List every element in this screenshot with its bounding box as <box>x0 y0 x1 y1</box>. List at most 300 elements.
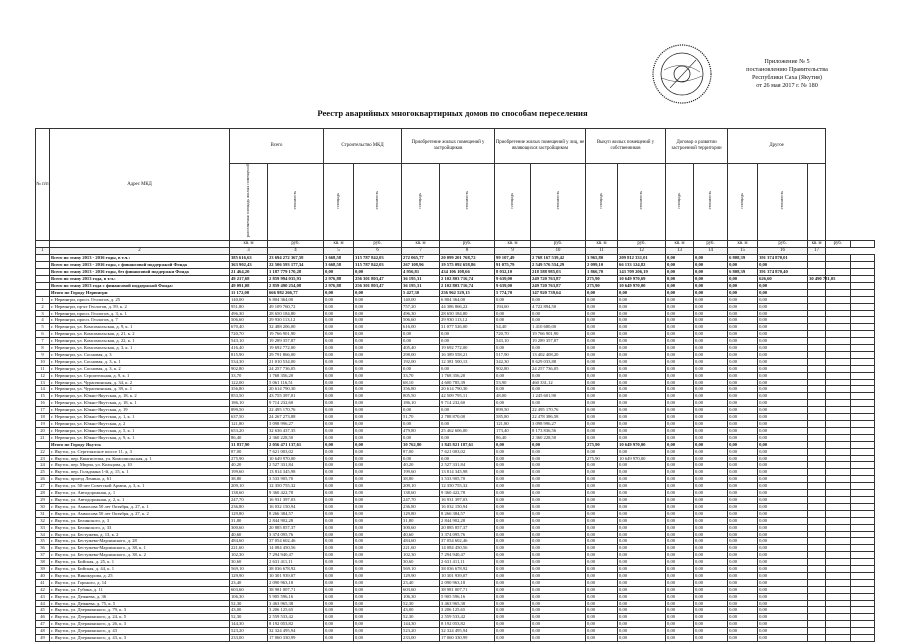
row-number: 3 <box>36 310 50 317</box>
value-cell: 0,00 <box>495 476 531 483</box>
value-cell: 0,00 <box>758 552 808 559</box>
value-cell <box>808 365 826 372</box>
value-cell: 0,00 <box>354 572 402 579</box>
value-cell: 0,00 <box>694 434 728 441</box>
value-cell: 0,00 <box>495 517 531 524</box>
value-cell: 506,60 <box>230 317 268 324</box>
unit-cell: кв. м <box>586 241 618 248</box>
value-cell <box>850 531 874 538</box>
row-number: 42 <box>36 586 50 593</box>
value-cell: 902,80 <box>230 365 268 372</box>
value-cell: 0,00 <box>758 262 808 269</box>
value-cell: 0,00 <box>728 566 758 573</box>
row-number: 12 <box>36 372 50 379</box>
value-cell: 0,00 <box>324 296 354 303</box>
table-row <box>36 358 875 365</box>
value-cell: 0,00 <box>618 510 666 517</box>
value-cell <box>850 338 874 345</box>
value-cell: 0,00 <box>666 483 694 490</box>
value-cell: 38 036 678,92 <box>440 566 495 573</box>
value-cell: 24 257 736,05 <box>531 365 586 372</box>
value-cell: 199,60 <box>230 469 268 476</box>
value-cell: 87,00 <box>230 448 268 455</box>
row-number: 15 <box>36 393 50 400</box>
value-cell: 20 614 790,30 <box>268 386 324 393</box>
table-row <box>36 628 875 635</box>
value-cell: 0,00 <box>402 331 440 338</box>
value-cell: 247,70 <box>402 496 440 503</box>
value-cell: 2 788 870,00 <box>440 414 495 421</box>
value-cell <box>826 269 850 276</box>
value-cell <box>826 455 850 462</box>
subheader-cell <box>402 164 440 241</box>
value-cell: 0,00 <box>618 365 666 372</box>
value-cell: 0,00 <box>618 572 666 579</box>
value-cell: 0,00 <box>531 469 586 476</box>
value-cell <box>826 469 850 476</box>
value-cell: 0,00 <box>728 607 758 614</box>
value-cell: 0,00 <box>495 496 531 503</box>
value-cell: 0,00 <box>694 365 728 372</box>
row-address: г. Якутск, пер. Гольдмана 1-й, д. 15, к. 1 <box>50 469 230 476</box>
value-cell: 0,00 <box>666 303 694 310</box>
row-address: г. Нерюнгри, ул. Южно-Якутская, д. 19 <box>50 407 230 414</box>
value-cell: 0,00 <box>618 476 666 483</box>
value-cell: 0,00 <box>531 531 586 538</box>
row-address: г. Якутск, ул. Дзержинского, д. 26, к. 3 <box>50 621 230 628</box>
value-cell: 0,00 <box>324 496 354 503</box>
value-cell: 0,00 <box>618 517 666 524</box>
value-cell: 0,00 <box>694 351 728 358</box>
value-cell: 902,80 <box>495 365 531 372</box>
value-cell: 30 490 781,05 <box>809 275 836 281</box>
table-row <box>36 372 875 379</box>
header-no: № п/п <box>36 129 50 241</box>
value-cell: 102,30 <box>402 552 440 559</box>
value-cell: 19 766 901,90 <box>268 331 324 338</box>
value-cell <box>826 462 850 469</box>
value-cell <box>826 635 850 642</box>
value-cell: 0,00 <box>758 496 808 503</box>
value-cell <box>808 324 826 331</box>
value-cell <box>850 566 874 573</box>
value-cell <box>850 483 874 490</box>
value-cell: 0,00 <box>495 621 531 628</box>
value-cell: 0,00 <box>758 462 808 469</box>
value-cell: 3 463 965,38 <box>268 600 324 607</box>
value-cell: 0,00 <box>324 400 354 407</box>
value-cell: 0,00 <box>666 414 694 421</box>
value-cell: 2 859 490 254,08 <box>268 282 324 289</box>
unit-cell: кв. м <box>324 241 354 248</box>
value-cell: 0,00 <box>531 635 586 642</box>
value-cell <box>850 400 874 407</box>
value-cell: 53,90 <box>495 379 531 386</box>
unit-cell: кв. м <box>402 241 440 248</box>
value-cell: 2 360 228,50 <box>268 434 324 441</box>
row-number: 45 <box>36 607 50 614</box>
value-cell: 0,00 <box>531 566 586 573</box>
value-cell: 0,00 <box>618 400 666 407</box>
value-cell: 0,00 <box>666 628 694 635</box>
value-cell: 0,00 <box>618 427 666 434</box>
value-cell: 0,00 <box>586 621 618 628</box>
subheader-cell <box>531 164 586 241</box>
row-address: Всего по этапу 2013 года с финансовой поддержкой Фонда: <box>50 282 230 289</box>
value-cell: 0,00 <box>618 490 666 497</box>
row-address: г. Якутск, ул. 50-лет Советской Армии, д. 3, к. 1 <box>50 483 230 490</box>
value-cell: 0,00 <box>728 545 758 552</box>
value-cell <box>850 386 874 393</box>
row-number: 18 <box>36 414 50 421</box>
value-cell: 0,00 <box>586 469 618 476</box>
value-cell: 496,30 <box>402 310 440 317</box>
value-cell: 0,00 <box>495 524 531 531</box>
subheader-cell <box>230 164 268 241</box>
value-cell <box>850 441 874 448</box>
value-cell: 233,00 <box>230 635 268 642</box>
value-cell: 0,00 <box>324 289 354 296</box>
value-cell: 0,00 <box>694 524 728 531</box>
value-cell: 2 844 902,28 <box>268 517 324 524</box>
subheader-cell <box>694 164 728 241</box>
value-cell: 29 930 113,12 <box>440 317 495 324</box>
value-cell: 22 495 170,76 <box>531 407 586 414</box>
value-cell: 0,00 <box>694 400 728 407</box>
value-cell: 272 065,77 <box>402 255 440 262</box>
table-row <box>36 317 875 324</box>
row-number: 31 <box>36 510 50 517</box>
value-cell: 0,00 <box>694 289 728 296</box>
value-cell: 0,00 <box>694 586 728 593</box>
value-cell: 0,00 <box>354 296 402 303</box>
value-cell: 0,00 <box>618 289 666 296</box>
value-cell: 209,10 <box>230 483 268 490</box>
value-cell: 391 374 870,01 <box>758 255 808 262</box>
value-cell: 0,00 <box>728 448 758 455</box>
column-index: 5 <box>324 248 354 255</box>
row-address: г. Якутск, ул. Дежнева, д. 75, к. 5 <box>50 600 230 607</box>
value-cell: 0,00 <box>354 393 402 400</box>
value-cell: 0,00 <box>618 566 666 573</box>
row-address: г. Якутск, проезд Ленина, д. 61 <box>50 476 230 483</box>
value-cell: 0,00 <box>324 269 354 276</box>
value-cell: 20 885 857,37 <box>268 524 324 531</box>
value-cell: 0,00 <box>758 338 808 345</box>
value-cell: 0,00 <box>354 621 402 628</box>
value-cell: 0,00 <box>586 338 618 345</box>
value-cell: 5 905 596,16 <box>268 593 324 600</box>
value-cell: 0,00 <box>324 462 354 469</box>
value-cell: 0,00 <box>495 566 531 573</box>
value-cell: 8 192 053,82 <box>440 621 495 628</box>
value-cell: 0,00 <box>728 524 758 531</box>
value-cell <box>850 427 874 434</box>
value-cell: 0,00 <box>354 545 402 552</box>
value-cell: 0,00 <box>354 365 402 372</box>
value-cell: 0,00 <box>440 421 495 428</box>
value-cell: 0,00 <box>666 538 694 545</box>
value-cell: 0,00 <box>354 490 402 497</box>
value-cell: 0,00 <box>354 579 402 586</box>
row-number: 10 <box>36 358 50 365</box>
value-cell: 0,00 <box>694 503 728 510</box>
value-cell: 805,50 <box>402 393 440 400</box>
value-cell: 0,00 <box>495 462 531 469</box>
value-cell: 2 631 411,11 <box>440 559 495 566</box>
row-number: 14 <box>36 386 50 393</box>
value-cell <box>808 421 826 428</box>
subheader-label: стоимость <box>374 191 380 210</box>
row-number: 37 <box>36 552 50 559</box>
value-cell: 10 301 939,07 <box>440 572 495 579</box>
table-row <box>36 476 875 483</box>
value-cell <box>808 621 826 628</box>
value-cell: 0,00 <box>728 282 758 289</box>
value-cell: 0,00 <box>618 407 666 414</box>
value-cell: 0,00 <box>354 483 402 490</box>
row-number: 28 <box>36 490 50 497</box>
table-row <box>36 545 875 552</box>
value-cell: 0,00 <box>758 407 808 414</box>
value-cell: 192,00 <box>402 358 440 365</box>
value-cell: 0,00 <box>354 552 402 559</box>
table-row <box>36 345 875 352</box>
value-cell: 0,00 <box>354 524 402 531</box>
value-cell: 0,00 <box>666 559 694 566</box>
value-cell: 0,00 <box>354 517 402 524</box>
value-cell: 0,00 <box>402 407 440 414</box>
value-cell: 38,80 <box>402 476 440 483</box>
value-cell: 0,00 <box>618 621 666 628</box>
row-number: 6 <box>36 331 50 338</box>
value-cell: 0,00 <box>758 635 808 642</box>
header-row-groups <box>36 129 875 164</box>
value-cell <box>808 317 826 324</box>
value-cell: 9 360 422,78 <box>268 490 324 497</box>
value-cell: 7 621 003,02 <box>268 448 324 455</box>
header-address: Адрес МКД <box>50 129 230 241</box>
value-cell: 0,00 <box>354 586 402 593</box>
value-cell: 4 956,81 <box>402 269 440 276</box>
table-row <box>36 517 875 524</box>
value-cell: 0,00 <box>758 379 808 386</box>
value-cell: 0,00 <box>531 400 586 407</box>
value-cell: 0,00 <box>586 331 618 338</box>
value-cell <box>826 262 850 269</box>
value-cell: 0,00 <box>324 386 354 393</box>
value-cell: 0,00 <box>531 372 586 379</box>
value-cell: 14 084 450,56 <box>440 545 495 552</box>
value-cell: 0,00 <box>324 566 354 573</box>
value-cell <box>808 386 826 393</box>
value-cell: 121,80 <box>495 421 531 428</box>
value-cell: 0,00 <box>354 400 402 407</box>
value-cell: 19 575 092 658,86 <box>440 262 495 269</box>
value-cell: 102,30 <box>230 552 268 559</box>
table-row <box>36 414 875 421</box>
value-cell: 16 931 397,03 <box>268 496 324 503</box>
value-cell: 0,00 <box>694 269 728 276</box>
value-cell: 523,20 <box>230 628 268 635</box>
value-cell: 0,00 <box>618 421 666 428</box>
value-cell <box>850 351 874 358</box>
row-number: 24 <box>36 462 50 469</box>
value-cell: 24 257 736,05 <box>268 365 324 372</box>
row-address: г. Нерюнгри, ул. Южно-Якутская, д. 2 <box>50 421 230 428</box>
value-cell: 10 649 970,00 <box>268 455 324 462</box>
value-cell: 0,00 <box>728 517 758 524</box>
value-cell: 391 374 870,40 <box>758 269 808 276</box>
value-cell: 0,00 <box>586 407 618 414</box>
value-cell: 0,00 <box>666 421 694 428</box>
value-cell <box>850 303 874 310</box>
value-cell: 29 930 113,12 <box>268 317 324 324</box>
value-cell <box>850 572 874 579</box>
value-cell: 0,00 <box>354 331 402 338</box>
value-cell <box>808 579 826 586</box>
value-cell: 0,00 <box>728 635 758 642</box>
value-cell: 3 463 965,38 <box>440 600 495 607</box>
value-cell: 0,00 <box>354 455 402 462</box>
value-cell: 5 427,30 <box>402 289 440 296</box>
value-cell: 2 859 994 035,93 <box>268 275 324 282</box>
value-cell: 0,00 <box>324 469 354 476</box>
table-row <box>36 427 875 434</box>
value-cell: 86,40 <box>495 434 531 441</box>
value-cell: 275,90 <box>586 275 618 282</box>
registry-table <box>35 128 875 642</box>
value-cell: 0,00 <box>694 621 728 628</box>
value-cell <box>826 414 850 421</box>
header-group-non-developers: Приобретение жилых помещений у лиц, не являющихся застройщиком <box>495 129 586 164</box>
summary-row <box>36 289 875 296</box>
value-cell: 0,00 <box>758 531 808 538</box>
value-cell: 129,90 <box>402 572 440 579</box>
table-row <box>36 586 875 593</box>
value-cell: 0,00 <box>758 469 808 476</box>
value-cell: 0,00 <box>666 614 694 621</box>
value-cell: 2 631 411,11 <box>268 559 324 566</box>
value-cell: 0,00 <box>324 490 354 497</box>
column-index: 11 <box>586 248 618 255</box>
table-row <box>36 303 875 310</box>
value-cell: 0,00 <box>324 379 354 386</box>
value-cell: 13 814 345,98 <box>268 469 324 476</box>
value-cell: 0,00 <box>354 600 402 607</box>
value-cell: 5 774,70 <box>495 289 531 296</box>
table-row <box>36 579 875 586</box>
value-cell: 0,00 <box>324 324 354 331</box>
value-cell <box>826 365 850 372</box>
value-cell <box>808 351 826 358</box>
value-cell: 0,00 <box>728 324 758 331</box>
value-cell: 0,00 <box>758 414 808 421</box>
value-cell: 0,00 <box>586 503 618 510</box>
value-cell: 637,50 <box>230 414 268 421</box>
value-cell: 0,00 <box>354 317 402 324</box>
annex-line: постановлению Правительства <box>746 66 828 73</box>
value-cell: 0,00 <box>728 310 758 317</box>
value-cell: 0,00 <box>694 476 728 483</box>
value-cell <box>808 310 826 317</box>
annex-line: от 26 мая 2017 г. № 180 <box>756 82 818 89</box>
value-cell <box>826 628 850 635</box>
value-cell <box>808 282 826 289</box>
value-cell <box>850 469 874 476</box>
value-cell <box>808 538 826 545</box>
value-cell: 0,00 <box>531 476 586 483</box>
value-cell: 0,00 <box>758 503 808 510</box>
value-cell: 0,00 <box>531 496 586 503</box>
value-cell: 194,60 <box>495 303 531 310</box>
value-cell: 0,00 <box>758 559 808 566</box>
row-number: 21 <box>36 434 50 441</box>
value-cell: 0,00 <box>758 427 808 434</box>
row-number: 47 <box>36 621 50 628</box>
value-cell: 0,00 <box>618 538 666 545</box>
value-cell <box>808 566 826 573</box>
value-cell: 0,00 <box>495 310 531 317</box>
value-cell: 66 133 124,82 <box>618 262 666 269</box>
value-cell: 0,00 <box>728 496 758 503</box>
value-cell: 0,00 <box>666 593 694 600</box>
row-number: 44 <box>36 600 50 607</box>
value-cell: 0,00 <box>495 531 531 538</box>
summary-row <box>36 282 875 289</box>
row-number <box>36 262 50 269</box>
row-address: Итого по Городу Якутск <box>50 441 230 448</box>
value-cell: 0,00 <box>618 324 666 331</box>
row-number: 16 <box>36 400 50 407</box>
value-cell: 0,00 <box>586 345 618 352</box>
row-number: 20 <box>36 427 50 434</box>
value-cell: 484,60 <box>230 538 268 545</box>
value-cell: 8 266 384,57 <box>440 510 495 517</box>
value-cell: 256 301 803,47 <box>354 282 402 289</box>
value-cell <box>826 427 850 434</box>
value-cell: 0,00 <box>666 296 694 303</box>
value-cell: 10 649 970,00 <box>618 455 666 462</box>
value-cell: 0,00 <box>728 476 758 483</box>
row-number: 2 <box>36 303 50 310</box>
value-cell: 49 091,08 <box>230 282 268 289</box>
table-row <box>36 538 875 545</box>
value-cell <box>826 324 850 331</box>
value-cell <box>808 372 826 379</box>
row-address: г. Нерюнгри, ул. Чурапчинская, д. 39, к. 1 <box>50 386 230 393</box>
value-cell <box>808 441 826 448</box>
row-address: г. Нерюнгри, ул. Сосновая, д. 3, к. 2 <box>50 365 230 372</box>
value-cell: 0,00 <box>531 621 586 628</box>
value-cell: 0,00 <box>666 566 694 573</box>
value-cell: 0,00 <box>586 635 618 642</box>
row-address: г. Нерюнгри, ул. Строительная, д. 9, к. 1 <box>50 372 230 379</box>
value-cell: 0,00 <box>666 510 694 517</box>
value-cell: 0,00 <box>618 462 666 469</box>
value-cell: 523,20 <box>402 628 440 635</box>
table-row <box>36 421 875 428</box>
row-address: г. Нерюнгри, ул. Южно-Якутская, д. 18, к. 1 <box>50 400 230 407</box>
row-number: 7 <box>36 338 50 345</box>
value-cell: 236,80 <box>230 503 268 510</box>
row-number: 43 <box>36 593 50 600</box>
value-cell: 91 075,79 <box>495 262 531 269</box>
value-cell: 249 720 763,87 <box>531 275 586 282</box>
value-cell: 0,00 <box>666 469 694 476</box>
row-number: 39 <box>36 566 50 573</box>
row-address: г. Якутск, ул. Губина, д. 11 <box>50 586 230 593</box>
